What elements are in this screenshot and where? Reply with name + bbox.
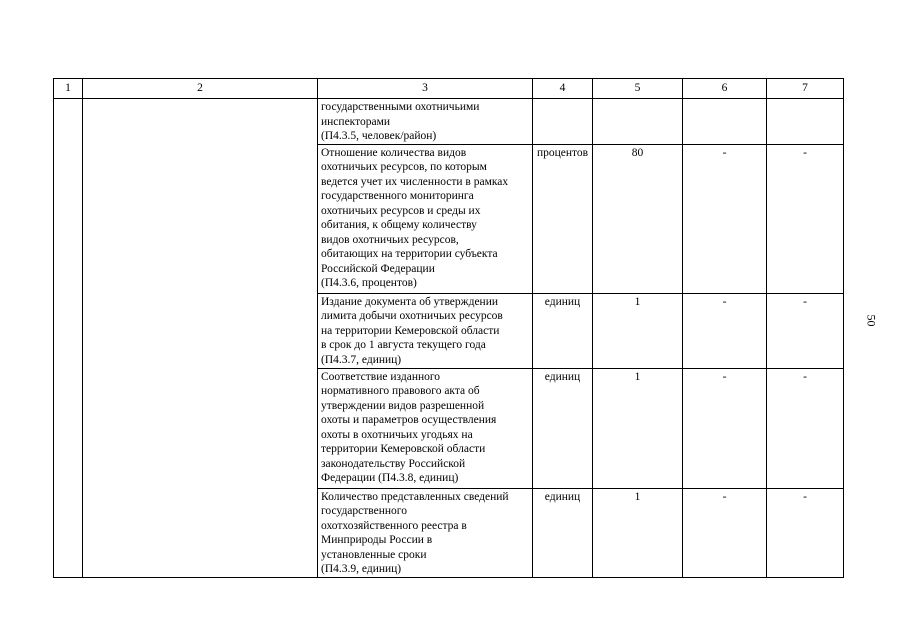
header-cell-3: 3 [318,79,533,99]
col7-cell [767,293,844,368]
page-number: 50 [864,314,879,327]
col7-cell [767,144,844,293]
col7-text: - [803,490,807,503]
col7-text: - [803,146,807,159]
indicator-cell [318,368,533,488]
value-cell [593,144,683,293]
unit-text [533,99,592,100]
col7-text [767,99,843,100]
header-cell-2: 2 [83,79,318,99]
indicator-cell [318,293,533,368]
table-header-row [54,79,844,99]
value-cell [593,293,683,368]
indicator-cell [318,488,533,577]
value-cell [593,488,683,577]
merged-cell-col1 [54,99,83,578]
col6-cell [683,144,767,293]
col6-text: - [722,146,727,159]
merged-cell-col2 [83,99,318,578]
unit-text: единиц [544,490,581,503]
header-cell-4: 4 [533,79,593,99]
value-cell [593,368,683,488]
indicator-cell [318,144,533,293]
value-text: 1 [634,370,641,383]
indicator-cell [318,99,533,145]
unit-cell [533,368,593,488]
value-cell [593,99,683,145]
indicator-text: Издание документа об утверждении лимита добычи охотничьих ресурсов на территории Кемеровской области в срок до 1 августа текущего года (П4.3.7, единиц) [321,295,503,366]
unit-cell [533,144,593,293]
col6-text: - [722,490,727,503]
col6-cell [683,488,767,577]
col6-cell [683,99,767,145]
col6-text: - [722,370,727,383]
unit-text: единиц [544,370,581,383]
col6-text [683,99,766,100]
col7-cell [767,368,844,488]
indicator-text: Соответствие изданного нормативного правового акта об утверждении видов разрешенной охоты и параметров осуществления охоты в охотничьих угодьях на территории Кемеровской области законодательству Российской Федерации (П4.3.8, единиц) [321,370,497,484]
unit-cell [533,488,593,577]
indicator-text: Количество представленных сведений государственного охотхозяйственного реестра в Минприроды России в установленные сроки (П4.3.9, единиц) [321,490,509,575]
header-cell-1: 1 [54,79,83,99]
indicator-text: государственными охотничьими инспекторами (П4.3.5, человек/район) [321,101,480,142]
unit-text: процентов [536,146,589,159]
document-table [53,78,844,578]
unit-cell [533,99,593,145]
value-text [593,99,682,100]
col7-cell [767,488,844,577]
col7-cell [767,99,844,145]
col6-cell [683,293,767,368]
header-cell-7: 7 [767,79,844,99]
col6-text: - [722,295,727,308]
value-text: 1 [634,490,641,503]
indicator-text: Отношение количества видов охотничьих ресурсов, по которым ведется учет их численности в рамках государственного мониторинга охотничьих ресурсов и среды их обитания, к общему количеству видов охотничьих ресурсов, обитающих на территории субъекта Российской Федерации (П4.3.6, процентов) [321,146,509,289]
unit-cell [533,293,593,368]
col6-cell [683,368,767,488]
col7-text: - [803,295,807,308]
value-text: 1 [634,295,641,308]
col7-text: - [803,370,807,383]
unit-text: единиц [544,295,581,308]
table-row [54,99,844,145]
header-cell-6: 6 [683,79,767,99]
header-cell-5: 5 [593,79,683,99]
value-text: 80 [631,146,644,159]
